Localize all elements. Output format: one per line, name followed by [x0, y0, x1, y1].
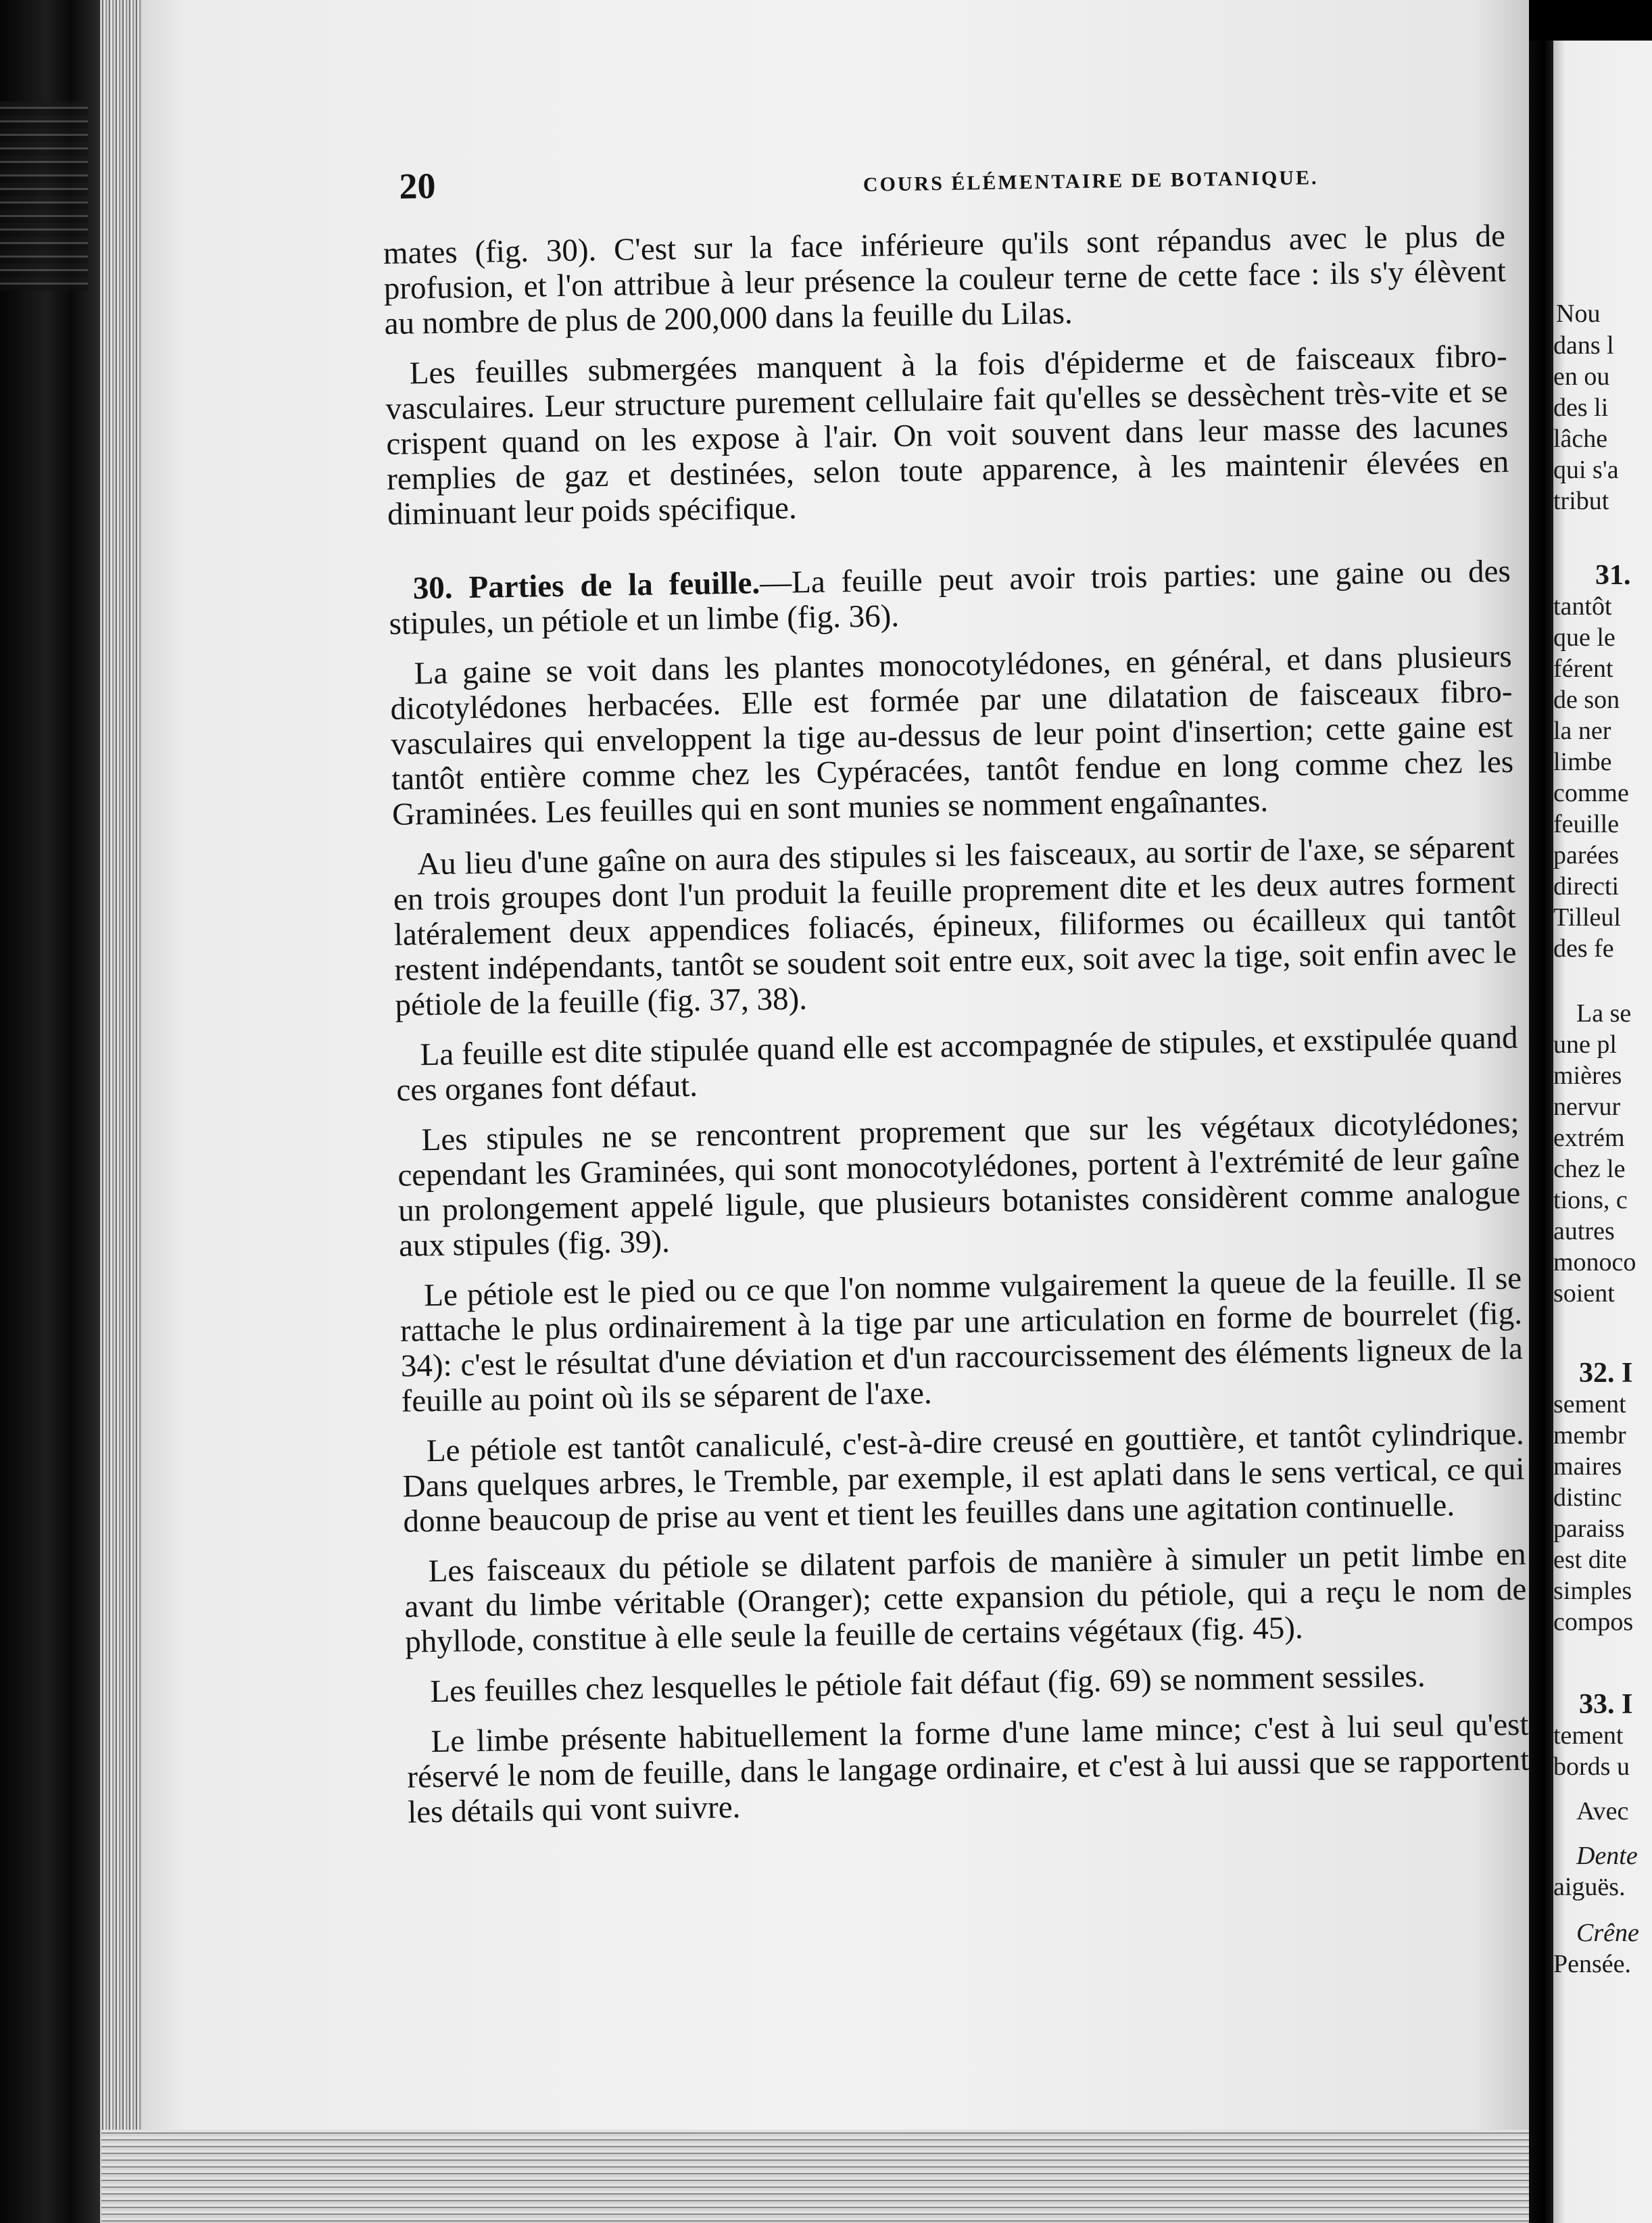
facing-line: La se [1576, 999, 1632, 1028]
facing-section-number: 33. I [1579, 1689, 1633, 1720]
facing-line: tement [1553, 1721, 1624, 1750]
page-edges-left [100, 0, 143, 2223]
facing-line: est dite [1553, 1546, 1627, 1574]
facing-line: lâche [1553, 425, 1608, 453]
facing-section-number: 32. I [1579, 1358, 1633, 1389]
page-edges-bottom [101, 2130, 1529, 2223]
paragraph-submerged-leaves: Les feuilles submergées manquent à la fois d'épiderme et de faisceaux fibro-vasculaires. Leur structure purement cellulaire fait qu'elles se dessèchent très-vite et se crispent quand on les expose à l'air. On voit souvent dans leur masse des lacunes remplies de gaz et destinées, selon toute apparence, à les maintenir élevées en diminuant leur poids spécifique. [385, 338, 1509, 532]
facing-line: Nou [1556, 300, 1601, 328]
facing-line: limbe [1553, 748, 1612, 776]
facing-line: bords u [1553, 1752, 1630, 1781]
facing-line: dans l [1553, 331, 1614, 360]
paragraph-limbe: Le limbe présente habituellement la forme d'une lame mince; c'est à lui seul qu'est réservé le nom de feuille, dans le langage ordinaire, et c'est à lui aussi que se rapportent les détails qui vont suivre. [407, 1706, 1530, 1830]
paragraph-petiole: Le pétiole est le pied ou ce que l'on nomme vulgairement la queue de la feuille. Il se rattache le plus ordinairement à la tige par une articulation en forme de bourrelet (fig. 34): c'est le résultat d'une déviation et d'un raccourcissement des éléments ligneux de la feuille au point où ils se séparent de l'axe. [399, 1260, 1524, 1419]
page-number: 20 [399, 165, 436, 207]
facing-page-fragment [1553, 41, 1652, 2223]
facing-line: soient [1553, 1279, 1615, 1308]
paragraph-gaine: La gaine se voit dans les plantes monocotylédones, en général, et dans plusieurs dicotylédones herbacées. Elle est formée par une dilatation de faisceaux fibro-vasculaires qui enveloppent la tige au-dessus de leur point d'insertion; cette gaine est tantôt entière comme chez les Cypéracées, tantôt fendue en long comme chez les Graminées. Les feuilles qui en sont munies se nomment engaînantes. [390, 638, 1514, 832]
facing-line: monoco [1553, 1248, 1636, 1276]
facing-line: chez le [1553, 1155, 1626, 1183]
facing-line: tions, c [1553, 1186, 1628, 1214]
facing-line: des li [1553, 393, 1609, 422]
facing-line: férent [1553, 654, 1613, 683]
facing-line: une pl [1553, 1030, 1617, 1059]
facing-line: nervur [1553, 1093, 1621, 1121]
section-title: Parties de la feuille. [468, 565, 760, 606]
paragraph-canalicule: Le pétiole est tantôt canaliculé, c'est-à-dire creusé en gouttière, et tantôt cylindrique. Dans quelques arbres, le Tremble, par exemple, il est aplati dans le sens vertical, ce qui donne beaucoup de prise au vent et tient les feuilles dans une agitation continuelle. [402, 1416, 1525, 1539]
page-text-block [382, 148, 1530, 1845]
facing-line: mières [1553, 1061, 1622, 1090]
facing-line: tantôt [1553, 592, 1612, 621]
paragraph-ligule: Les stipules ne se rencontrent proprement que sur les végétaux dicotylédones; cependant les Graminées, qui sont monocotylédones, portent à l'extrémité de leur gaîne un prolongement appelé ligule, que plusieurs botanistes considèrent comme analogue aux stipules (fig. 39). [397, 1105, 1521, 1264]
book-gutter [1529, 41, 1553, 2223]
facing-line: paraiss [1553, 1514, 1625, 1543]
facing-line: que le [1553, 623, 1615, 652]
running-title: COURS ÉLÉMENTAIRE DE BOTANIQUE. [863, 166, 1319, 196]
facing-line: la ner [1553, 717, 1611, 745]
spine-label-scrap [0, 101, 88, 291]
facing-line: des fe [1553, 934, 1614, 963]
paragraph-phyllode: Les faisceaux du pétiole se dilatent parfois de manière à simuler un petit limbe en avant du limbe véritable (Oranger); cette expansion du pétiole, qui a reçu le nom de phyllode, constitue à elle seule la feuille de certains végétaux (fig. 45). [404, 1536, 1527, 1660]
paragraph-sessiles: Les feuilles chez lesquelles le pétiole fait défaut (fig. 69) se nomment sessiles. [430, 1658, 1426, 1710]
facing-line: compos [1553, 1608, 1634, 1636]
facing-section-number: 31. [1595, 560, 1631, 591]
facing-line: maires [1553, 1452, 1622, 1481]
facing-line: Pensée. [1553, 1950, 1632, 1978]
facing-line: Avec [1576, 1797, 1629, 1825]
facing-line: parées [1553, 841, 1620, 869]
facing-line: membr [1553, 1421, 1626, 1450]
facing-line: aiguës. [1553, 1873, 1626, 1901]
facing-line: tribut [1553, 487, 1609, 515]
section-lead-text: —La feuille peut avoir trois parties: une gaine ou des stipules, un pétiole et un limbe (fig. 36). [389, 553, 1511, 642]
facing-line: simples [1553, 1577, 1632, 1605]
paragraph-stomates: mates (fig. 30). C'est sur la face inférieure qu'ils sont répandus avec le plus de profusion, et l'on attribue à leur présence la couleur terne de cette face : ils s'y élèvent au nombre de plus de 200,000 dans la feuille du Lilas. [383, 218, 1507, 341]
facing-line: distinc [1553, 1483, 1622, 1512]
facing-line: feuille [1553, 810, 1620, 838]
facing-line: extrém [1553, 1124, 1625, 1152]
facing-line: Dente [1576, 1842, 1638, 1870]
paragraph-stipulee: La feuille est dite stipulée quand elle est accompagnée de stipules, et exstipulée quand ces organes font défaut. [396, 1020, 1518, 1108]
facing-line: Tilleul [1553, 903, 1621, 932]
facing-line: comme [1553, 779, 1629, 807]
facing-line: sement [1553, 1390, 1626, 1418]
facing-line: de son [1553, 686, 1620, 714]
paragraph-stipules: Au lieu d'une gaîne on aura des stipules si les faisceaux, au sortir de l'axe, se séparent en trois groupes dont l'un produit la feuille proprement dite et les deux autres forment latéralement deux appendices foliacés, épineux, filiformes ou écailleux qui tantôt restent indépendants, tantôt se soudent soit entre eux, soit avec la tige, soit enfin avec le pétiole de la feuille (fig. 37, 38). [393, 829, 1517, 1023]
facing-line: autres [1553, 1217, 1615, 1245]
facing-line: directi [1553, 872, 1620, 901]
facing-line: en ou [1553, 362, 1610, 391]
facing-line: qui s'a [1553, 456, 1619, 484]
facing-line: Crêne [1576, 1919, 1639, 1947]
book-spine-edge [0, 0, 101, 2223]
section-number: 30. [412, 570, 453, 606]
